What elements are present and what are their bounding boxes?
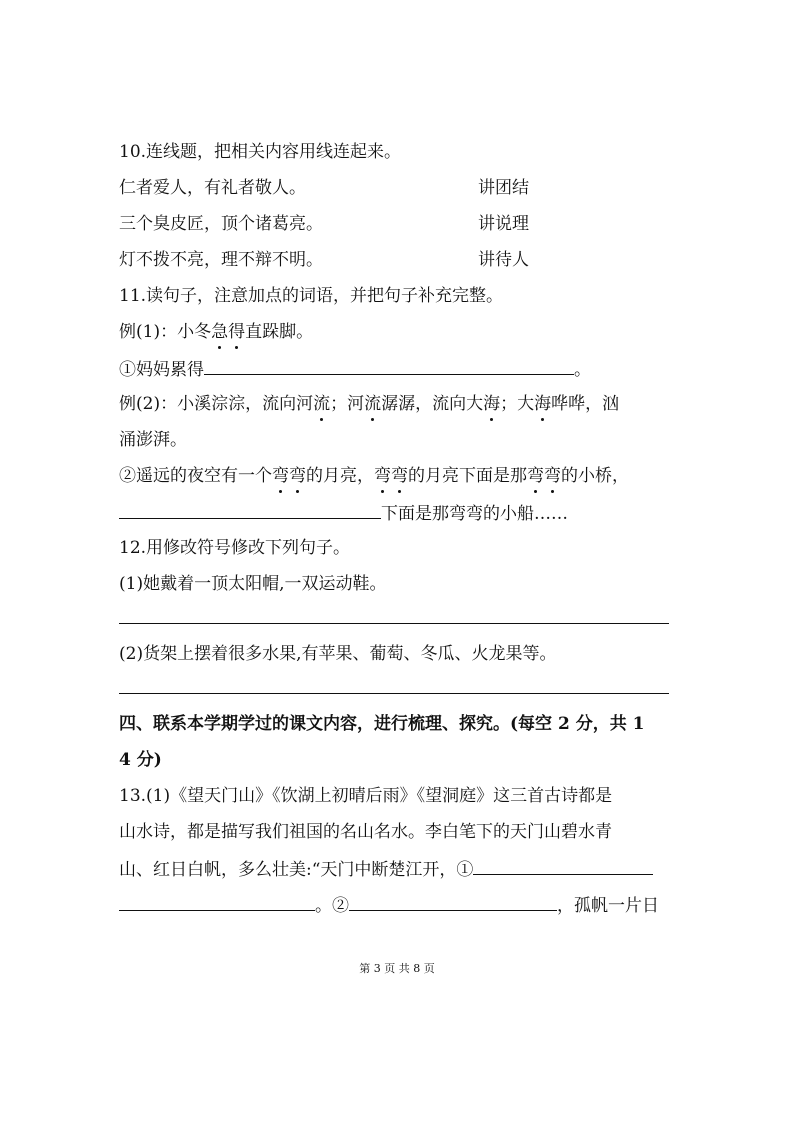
q11-example-2-cont: 涌澎湃。 (119, 430, 187, 450)
dotted-char: 海 (534, 394, 552, 414)
dotted-char: 海 (483, 394, 501, 414)
q10-left-1: 仁者爱人，有礼者敬人。 (119, 178, 306, 198)
q13-line-4: 。② ，孤帆一片日 (119, 892, 659, 918)
q10-left-3: 灯不拨不亮，理不辩不明。 (119, 250, 323, 270)
dotted-char: 急 (211, 322, 229, 342)
answer-blank[interactable] (119, 500, 381, 519)
answer-blank[interactable] (119, 892, 315, 911)
dotted-char: 流 (313, 394, 331, 414)
answer-blank[interactable] (204, 356, 574, 375)
q13-line-3: 山、红日白帆，多么壮美:“天门中断楚江开，① (119, 856, 653, 882)
section-4-heading: 四、联系本学期学过的课文内容，进行梳理、探究。(每空 2 分，共 1 (119, 714, 645, 734)
q10-right-3: 讲待人 (478, 250, 529, 270)
q11-example-2: 例(2)：小溪淙淙，流向河流；河流潺潺，流向大海；大海哗哗，汹 (119, 394, 620, 414)
q13-line-1: 13.(1)《望天门山》《饮湖上初晴后雨》《望洞庭》这三首古诗都是 (119, 786, 613, 806)
q13-line-2: 山水诗，都是描写我们祖国的名山名水。李白笔下的天门山碧水青 (119, 822, 612, 842)
q11-title: 11.读句子，注意加点的词语，并把句子补充完整。 (119, 286, 504, 306)
answer-blank[interactable] (349, 892, 557, 911)
q12-sentence-1: (1)她戴着一顶太阳帽,一双运动鞋。 (119, 574, 387, 594)
q11-item-2-cont: 下面是那弯弯的小船…… (119, 500, 568, 526)
q12-sentence-2: (2)货架上摆着很多水果,有苹果、葡萄、冬瓜、火龙果等。 (119, 644, 557, 664)
q10-title: 10.连线题，把相关内容用线连起来。 (119, 142, 402, 162)
q12-title: 12.用修改符号修改下列句子。 (119, 538, 351, 558)
q10-left-2: 三个臭皮匠，顶个诸葛亮。 (119, 214, 323, 234)
dotted-char: 得 (228, 322, 246, 342)
q10-right-1: 讲团结 (478, 178, 529, 198)
section-4-heading-cont: 4 分) (119, 750, 162, 770)
q11-item-1: ①妈妈累得 。 (119, 356, 591, 382)
answer-line-1[interactable] (119, 623, 669, 624)
dotted-char: 弯 (391, 466, 408, 486)
dotted-char: 弯 (289, 466, 306, 486)
dotted-char: 弯 (527, 466, 544, 486)
dotted-char: 弯 (374, 466, 391, 486)
dotted-char: 弯 (544, 466, 561, 486)
dotted-char: 弯 (272, 466, 289, 486)
q11-item-2: ②遥远的夜空有一个弯弯的月亮，弯弯的月亮下面是那弯弯的小桥， (119, 466, 629, 486)
q10-right-2: 讲说理 (478, 214, 529, 234)
dotted-char: 流 (364, 394, 382, 414)
page-number: 第 3 页 共 8 页 (359, 962, 435, 975)
q11-example-1: 例(1)：小冬急得直跺脚。 (119, 322, 314, 342)
answer-line-2[interactable] (119, 693, 669, 694)
answer-blank[interactable] (473, 856, 653, 875)
